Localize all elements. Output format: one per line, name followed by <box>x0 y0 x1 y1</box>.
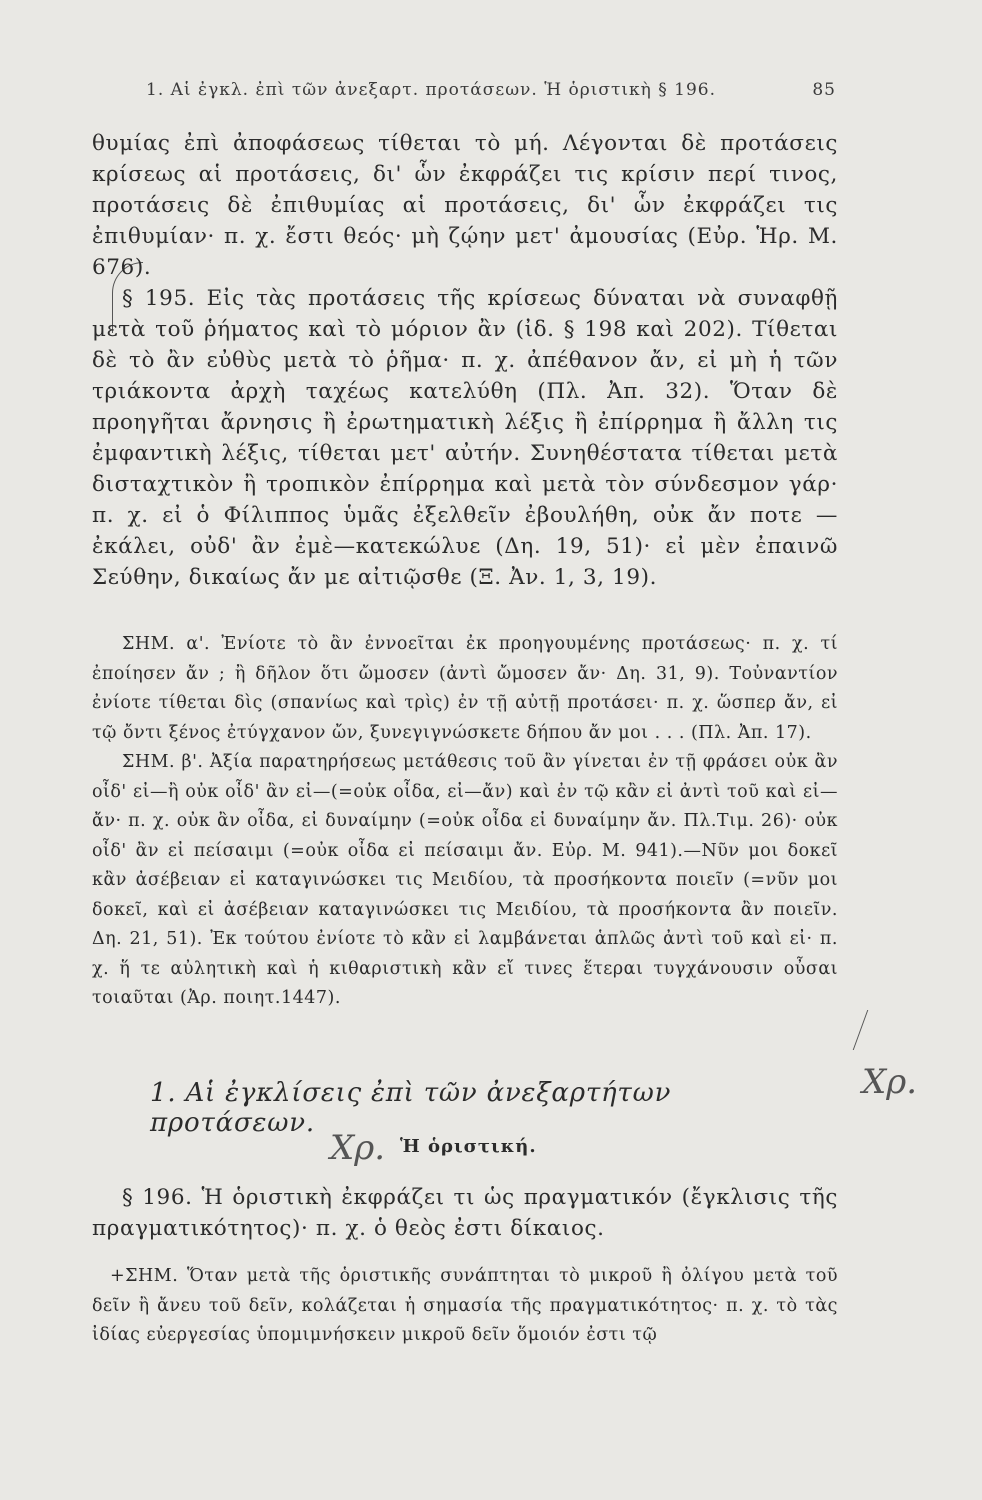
subsection-title: Ἡ ὁριστική. <box>400 1136 537 1157</box>
note-beta: ΣΗΜ. β'. Ἀξία παρατηρήσεως μετάθεσις τοῦ ἂν γίνεται ἐν τῇ φράσει οὐκ ἂν οἶδ' εἰ—ἢ οὐκ οἶδ' ἂν εἰ—(=οὐκ οἶδα, εἰ—ἄν) καὶ ἐν τῷ κἂν εἰ ἀντὶ τοῦ καὶ εἰ—ἄν· π. χ. οὐκ ἂν οἶδα, εἰ δυναίμην (=οὐκ οἶδα εἰ δυναίμην ἄν. Πλ.Τιμ. 26)· οὐκ οἶδ' ἂν εἰ πείσαιμι (=οὐκ οἶδα εἰ πείσαιμι ἄν. Εὐρ. Μ. 941).—Νῦν μοι δοκεῖ κἂν ἀσέβειαν εἰ καταγινώσκει τις Μειδίου, τὰ προσήκοντα ποιεῖν (=νῦν μοι δοκεῖ, καὶ εἰ ἀσέβειαν καταγινώσκει τις Μειδίου, τὰ προσήκοντα ἂν ποιεῖν. Δη. 21, 51). Ἐκ τούτου ἐνίοτε τὸ κἂν εἰ λαμβάνεται ἁπλῶς ἀντὶ τοῦ καὶ εἰ· π. χ. ἥ τε αὐλητικὴ καὶ ἡ κιθαριστικὴ κἂν εἴ τινες ἕτεραι τυγχάνουσιν οὖσαι τοιαῦται (Ἀρ. ποιητ.1447). <box>92 752 838 1008</box>
running-head-text: 1. Αἱ ἐγκλ. ἐπὶ τῶν ἀνεξαρτ. προτάσεων. Ἡ ὁριστικὴ § 196. <box>146 80 717 100</box>
paragraph-continued: θυμίας ἐπὶ ἀποφάσεως τίθεται τὸ μή. Λέγονται δὲ προτάσεις κρίσεως αἱ προτάσεις, δι' ὧν ἐκφράζει τις κρίσιν περί τινος, προτάσεις δὲ ἐπιθυμίας αἱ προτάσεις, δι' ὧν ἐκφράζει τις ἐπιθυμίαν· π. χ. ἔστι θεός· μὴ ζῴην μετ' ἀμουσίας (Εὐρ. Ἡρ. Μ. 676). <box>92 131 838 280</box>
paragraph-195: § 195. Εἰς τὰς προτάσεις τῆς κρίσεως δύναται νὰ συναφθῇ μετὰ τοῦ ῥήματος καὶ τὸ μόριον ἂν (ἰδ. § 198 καὶ 202). Τίθεται δὲ τὸ ἂν εὐθὺς μετὰ τὸ ῥῆμα· π. χ. ἀπέθανον ἄν, εἰ μὴ ἡ τῶν τριάκοντα ἀρχὴ ταχέως κατελύθη (Πλ. Ἀπ. 32). Ὅταν δὲ προηγῆται ἄρνησις ἢ ἐρωτηματικὴ λέξις ἢ ἐπίρρημα ἢ ἄλλη τις ἐμφαντικὴ λέξις, τίθεται μετ' αὐτήν. Συνηθέστατα τίθεται μετὰ δισταχτικὸν ἢ τροπικὸν ἐπίρρημα καὶ μετὰ τὸν σύνδεσμον γάρ· π. χ. εἰ ὁ Φίλιππος ὑμᾶς ἐξελθεῖν ἐβουλήθη, οὐκ ἄν ποτε —ἐκάλει, οὐδ' ἂν ἐμὲ—κατεκώλυε (Δη. 19, 51)· εἰ μὲν ἐπαινῶ Σεύθην, δικαίως ἄν με αἰτιῷσθε (Ξ. Ἀν. 1, 3, 19). <box>92 286 838 590</box>
note-alpha: ΣΗΜ. α'. Ἐνίοτε τὸ ἂν ἐννοεῖται ἐκ προηγουμένης προτάσεως· π. χ. τί ἐποίησεν ἄν ; ἢ δῆλον ὅτι ὤμοσεν (ἀντὶ ὤμοσεν ἄν· Δη. 31, 9). Τοὐναντίον ἐνίοτε τίθεται δὶς (σπανίως καὶ τρὶς) ἐν τῇ αὐτῇ προτάσει· π. χ. ὥσπερ ἄν, εἰ τῷ ὄντι ξένος ἐτύγχανον ὤν, ξυνεγιγνώσκετε δήπου ἄν μοι . . . (Πλ. Ἀπ. 17). <box>92 634 838 743</box>
section-title: 1. Αἱ ἐγκλίσεις ἐπὶ τῶν ἀνεξαρτήτων προτάσεων. <box>150 1078 672 1138</box>
paragraph-196-block <box>92 1182 838 1244</box>
notes-block <box>92 630 838 1014</box>
main-text-block <box>92 128 838 593</box>
handwritten-stroke <box>823 1010 869 1050</box>
paragraph-196: § 196. Ἡ ὁριστικὴ ἐκφράζει τι ὡς πραγματικόν (ἔγκλισις τῆς πραγματικότητος)· π. χ. ὁ θεὸς ἐστι δίκαιος. <box>92 1185 838 1241</box>
note-196-block <box>92 1262 838 1351</box>
page-number: 85 <box>812 80 836 100</box>
handwritten-mark-right: Χρ. <box>862 1062 918 1102</box>
handwritten-mark-left: Χρ. <box>330 1128 386 1168</box>
note-196: +ΣΗΜ. Ὅταν μετὰ τῆς ὁριστικῆς συνάπτηται τὸ μικροῦ ἢ ὀλίγου μετὰ τοῦ δεῖν ἢ ἄνευ τοῦ δεῖν, κολάζεται ἡ σημασία τῆς πραγματικότητος· π. χ. τὸ τὰς ἰδίας εὐεργεσίας ὑπομιμνήσκειν μικροῦ δεῖν ὅμοιόν ἐστι τῷ <box>92 1266 838 1345</box>
running-header <box>146 80 836 100</box>
